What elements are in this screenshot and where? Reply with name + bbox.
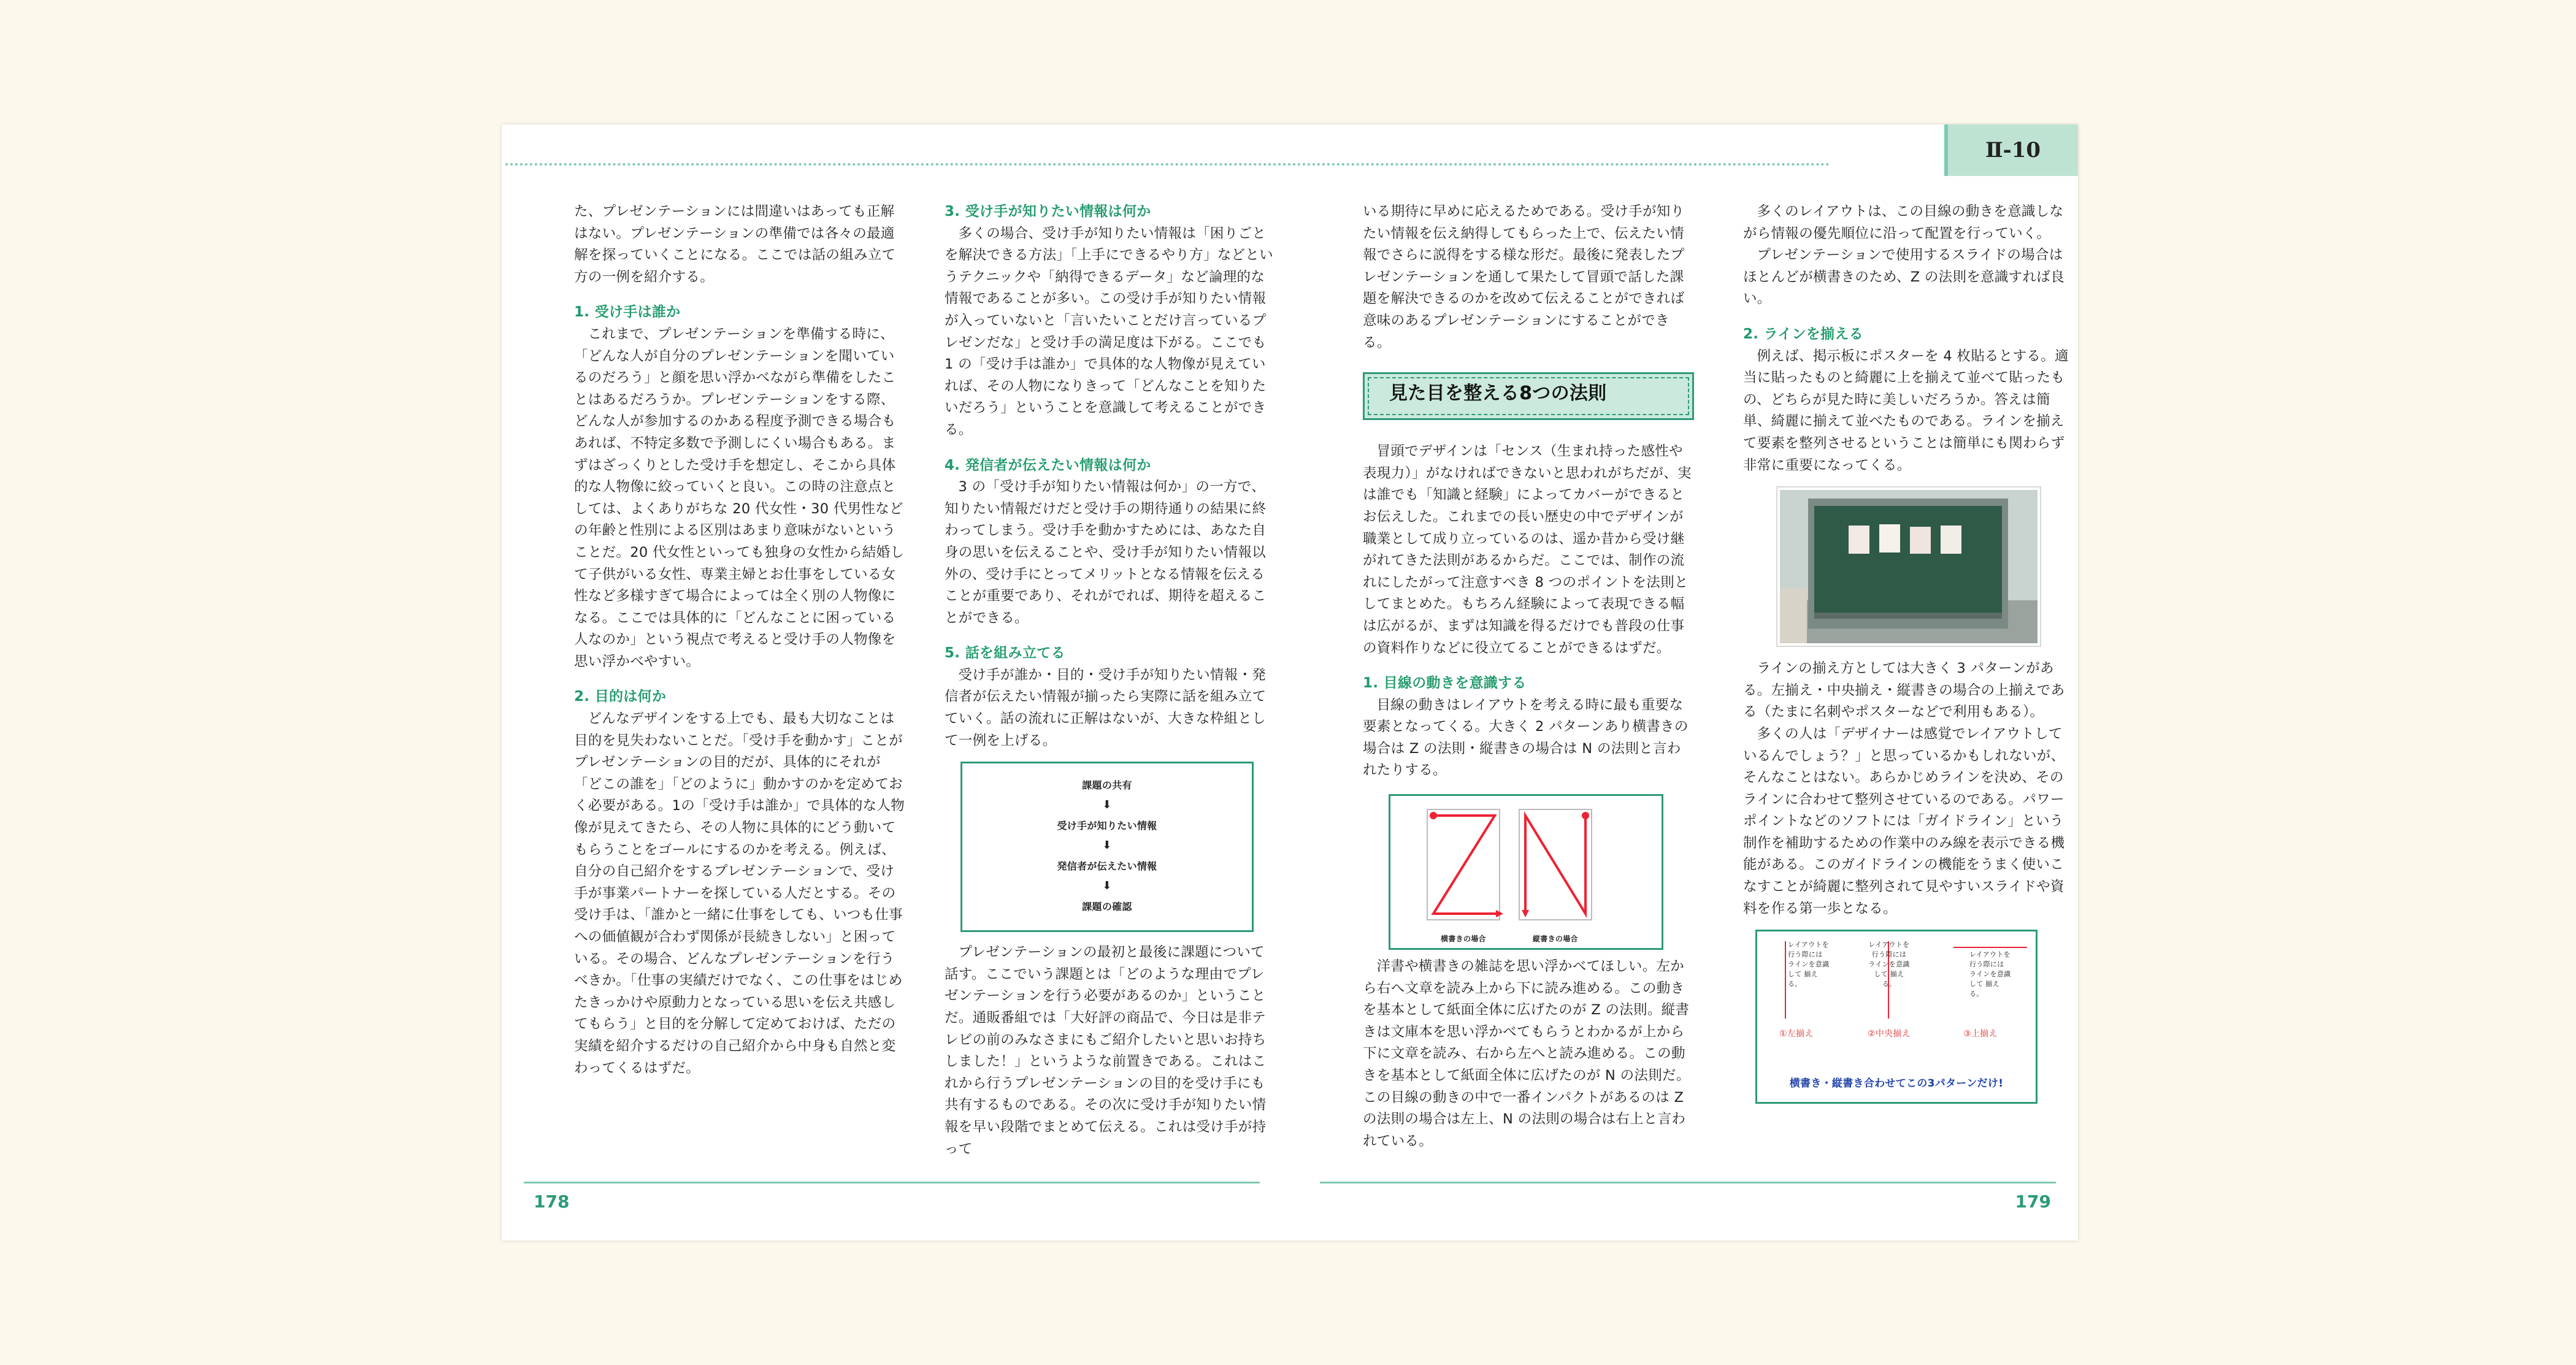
section-title: 見た目を整える8つの法則 xyxy=(1389,383,1607,405)
zn-caption-n: 縦書きの場合 xyxy=(1533,935,1578,944)
page-number-left: 178 xyxy=(534,1191,570,1212)
paragraph: 洋書や横書きの雑誌を思い浮かべてほしい。左から右へ文章を読み上から下に読み進める。この動きを基本として紙面全体に広げたのが Z の法則。縦書きは文庫本を思い浮かべてもらうとわかるが上から下に文章を読み、右から左へと読み進める。この動きを基本として紙面全体に広げたのが N の法則だ。この目線の動きの中で一番インパクトがあるのは Z の法則の場合は左上、N の法則の場合は右上と言われている。 xyxy=(1363,958,1690,1149)
label-left-align: ①左揃え xyxy=(1779,1029,1814,1039)
flow-step: 受け手が知りたい情報 xyxy=(1057,820,1157,832)
zn-diagram xyxy=(1389,794,1663,950)
flow-diagram xyxy=(960,762,1254,932)
alignment-diagram xyxy=(1755,930,2037,1104)
zn-caption-z: 横書きの場合 xyxy=(1441,935,1486,944)
label-top-align: ③上揃え xyxy=(1963,1029,1998,1039)
header-dotted-rule xyxy=(505,163,1830,166)
column-3 xyxy=(1363,201,1694,1152)
column-4 xyxy=(1743,201,2074,1104)
paragraph: た、プレゼンテーションには間違いはあっても正解はない。プレゼンテーションの準備では各々の最適解を探っていくことになる。ここでは話の組み立て方の一例を紹介する。 xyxy=(574,204,896,285)
heading-receiver: 1. 受け手は誰か xyxy=(574,304,681,321)
sample-top-aligned: レイアウトを行う際には ラインを意識して 揃える。 xyxy=(1969,950,2011,998)
bulletin-board-image xyxy=(1780,490,2037,643)
heading-align-lines: 2. ラインを揃える xyxy=(1743,326,1864,342)
heading-purpose: 2. 目的は何か xyxy=(574,689,667,705)
arrow-down-icon: ⬇ xyxy=(1102,879,1112,893)
paragraph: 多くの人は「デザイナーは感覚でレイアウトしているんでしょう？」と思っているかもしれないが、そんなことはない。あらかじめラインを決め、そのラインに合わせて整列させているのである。パワーポイントなどのソフトには「ガイドライン」という制作を補助するための作業中のみ線を表示できる機能がある。このガイドラインの機能をうまく使いこなすことが綺麗に整列されて見やすいスライドや資料を作る第一歩となる。 xyxy=(1743,725,2065,917)
paragraph: プレゼンテーションの最初と最後に課題について話す。ここでいう課題とは「どのような理由でプレゼンテーションを行う必要があるのか」ということだ。通販番組では「大好評の商品で、今日は是非テレビの前のみなさまにもご紹介したいと思いお持ちしました！」というような前置きである。これはこれから行うプレゼンテーションの目的を受け手にも共有するものである。その次に受け手が知りたい情報を早い段階でまとめて伝える。これは受け手が持って xyxy=(945,944,1267,1157)
paragraph: ラインの揃え方としては大きく 3 パターンがある。左揃え・中央揃え・縦書きの場合の上揃えである（たまに名刺やポスターなどで利用もある）。 xyxy=(1743,660,2065,721)
book-spread xyxy=(502,124,2078,1241)
heading-eye-movement: 1. 目線の動きを意識する xyxy=(1363,675,1527,692)
column-2 xyxy=(945,201,1276,1160)
paragraph: 冒頭でデザインは「センス（生まれ持った感性や表現力）」がなければできないと思われがちだが、実は誰でも「知識と経験」によってカバーができるとお伝えした。これまでの長い歴史の中でデザインが職業として成り立っているのは、遥か昔から受け継がれてきた法則があるからだ。ここでは、制作の流れにしたがって注意すべき 8 つのポイントを法則としてまとめた。もちろん経験によって表現できる幅は広がるが、まずは知識を得るだけでも普段の仕事の資料作りなどに役立てることができるはずだ。 xyxy=(1363,443,1692,656)
paragraph: 例えば、掲示板にポスターを 4 枚貼るとする。適当に貼ったものと綺麗に上を揃えて並べて貼ったもの、どちらが見た時に美しいだろうか。答えは簡単、綺麗に揃えて並べたものである。ラインを揃えて要素を整列させるということは簡単にも関わらず非常に重要になってくる。 xyxy=(1743,348,2069,473)
alignment-caption: 横書き・縦書き合わせてこの3パターンだけ! xyxy=(1789,1077,2004,1090)
section-title-box xyxy=(1363,372,1694,420)
paragraph: 目線の動きはレイアウトを考える時に最も重要な要素となってくる。大きく 2 パターンあり横書きの場合は Z の法則・縦書きの場合は N の法則と言われたりする。 xyxy=(1363,697,1689,779)
page-number-right: 179 xyxy=(2015,1191,2051,1212)
flow-step: 発信者が伝えたい情報 xyxy=(1057,860,1157,873)
paragraph: 多くの場合、受け手が知りたい情報は「困りごとを解決できる方法」「上手にできるやり方」などというテクニックや「納得できるデータ」など論理的な情報であることが多い。この受け手が知りたい情報が入っていないと「言いたいことだけ言っているプレゼンだな」と受け手の満足度は下がる。ここでも 1 の「受け手は誰か」で具体的な人物像が見えていれば、その人物になりきって「どんなことを知りたいだろう」ということを意識して考えることができる。 xyxy=(945,225,1273,438)
column-1 xyxy=(574,201,905,1079)
sample-center-aligned: レイアウトを 行う際には ラインを意識して 揃える。 xyxy=(1868,941,1910,988)
arrow-down-icon: ⬇ xyxy=(1102,798,1112,812)
bulletin-board-photo xyxy=(1777,488,2040,646)
arrow-down-icon: ⬇ xyxy=(1102,839,1112,852)
paragraph: 3 の「受け手が知りたい情報は何か」の一方で、知りたい情報だけだと受け手の期待通りの結果に終わってしまう。受け手を動かすためには、あなた自身の思いを伝えることや、受け手が知りたい情報以外の、受け手にとってメリットとなる情報を伝えることが重要であり、それがでれば、期待を超えることができる。 xyxy=(945,479,1267,626)
flow-step: 課題の共有 xyxy=(1082,779,1132,792)
footer-rule-right xyxy=(1320,1182,2056,1183)
heading-compose: 5. 話を組み立てる xyxy=(945,645,1065,662)
zn-lines xyxy=(1390,796,1662,946)
paragraph: いる期待に早めに応えるためである。受け手が知りたい情報を伝え納得してもらった上で、伝えたい情報でさらに説得をする様な形だ。最後に発表したプレゼンテーションを通して果たして冒頭で話した課題を解決できるのかを改めて伝えることができれば意味のあるプレゼンテーションにすることができる。 xyxy=(1363,204,1685,351)
label-center-align: ②中央揃え xyxy=(1868,1029,1911,1039)
paragraph: どんなデザインをする上でも、最も大切なことは目的を見失わないことだ。「受け手を動かす」ことがプレゼンテーションの目的だが、具体的にそれが「どこの誰を」「どのように」動かすのかを定めておく必要がある。1の「受け手は誰か」で具体的な人物像が見えてきたら、その人物に具体的にどう動いてもらうことをゴールにするのかを考える。例えば、自分の自己紹介をするプレゼンテーションで、受け手が事業パートナーを探している人だとする。その受け手は、「誰かと一緒に仕事をしても、いつも仕事への価値観が合わず関係が長続きしない」と困っている。その場合、どんなプレゼンテーションを行うべきか。「仕事の実績だけでなく、この仕事をはじめたきっかけや原動力となっている思いを伝え共感してもらう」と目的を分解して定めておけば、ただの実績を紹介するだけの自己紹介から中身も自然と変わってくるはずだ。 xyxy=(574,711,905,1076)
heading-info-to-tell: 4. 発信者が伝えたい情報は何か xyxy=(945,457,1151,473)
footer-rule-left xyxy=(524,1182,1260,1183)
sample-left-aligned: レイアウトを行う際には ラインを意識して 揃える。 xyxy=(1788,941,1830,988)
paragraph: 多くのレイアウトは、この目線の動きを意識しながら情報の優先順位に沿って配置を行っていく。 xyxy=(1743,204,2064,242)
paragraph: プレゼンテーションで使用するスライドの場合はほとんどが横書きのため、Z の法則を意識すれば良い。 xyxy=(1743,247,2064,307)
paragraph: 受け手が誰か・目的・受け手が知りたい情報・発信者が伝えたい情報が揃ったら実際に話を組み立てていく。話の流れに正解はないが、大きな枠組として一例を上げる。 xyxy=(945,667,1267,749)
paragraph: これまで、プレゼンテーションを準備する時に、「どんな人が自分のプレゼンテーションを聞いているのだろう」と顔を思い浮かべながら準備をしたことはあるだろうか。プレゼンテーションをする際、どんな人が参加するのかある程度予測できる場合もあれば、不特定多数で予測しにくい場合もある。まずはざっくりとした受け手を想定し、そこから具体的な人物像に絞っていくと良い。この時の注意点としては、よくありがちな 20 代女性・30 代男性などの年齢と性別による区別はあまり意味がないということだ。20 代女性といっても独身の女性から結婚して子供がいる女性、専業主婦とお仕事をしている女性など多様すぎて場合によっては全く別の人物像になる。ここでは具体的に「どんなことに困っている人なのか」という視点で考えると受け手の人物像を思い浮かべやすい。 xyxy=(574,326,905,670)
flow-step: 課題の確認 xyxy=(1082,901,1132,913)
heading-info-wanted: 3. 受け手が知りたい情報は何か xyxy=(945,204,1151,220)
chapter-tab: Ⅱ-10 xyxy=(1944,124,2078,176)
